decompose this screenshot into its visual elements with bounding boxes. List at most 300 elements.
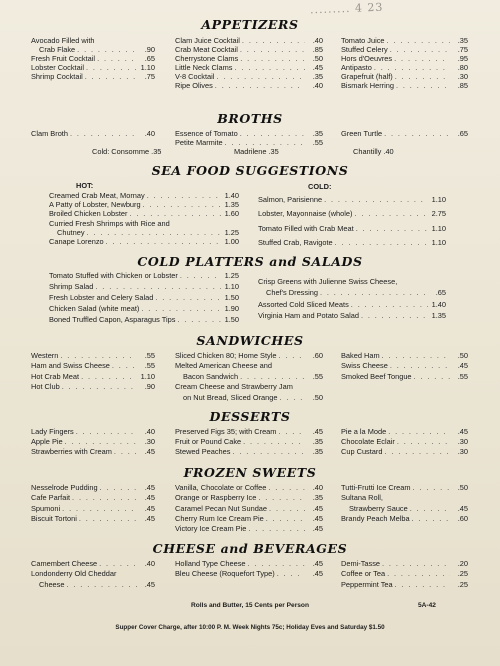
menu-item-name: Tomato Stuffed with Chicken or Lobster — [49, 271, 178, 280]
menu-item-price: .30 — [144, 437, 155, 447]
menu-item — [175, 393, 323, 403]
menu-item-price: .90 — [144, 382, 155, 392]
dot-leader — [106, 237, 221, 246]
menu-item-name: Brandy Peach Melba — [341, 513, 410, 523]
menu-item — [341, 427, 468, 437]
cold-platters-col-2 — [258, 276, 446, 321]
menu-item-name: Smoked Beef Tongue — [341, 371, 412, 381]
dot-leader — [66, 580, 137, 590]
menu-item-name: Cream Cheese and Strawberry Jam — [175, 382, 293, 392]
menu-item — [49, 209, 239, 218]
menu-item — [175, 504, 323, 514]
menu-item-price: .35 — [312, 437, 323, 447]
menu-item-price: 1.40 — [431, 299, 446, 309]
menu-item-name: Virginia Ham and Potato Salad — [258, 310, 359, 320]
menu-item — [175, 45, 323, 54]
menu-item-name: Salmon, Parisienne — [258, 195, 323, 204]
menu-item-name: Fruit or Pound Cake — [175, 437, 242, 447]
menu-item-price: 1.10 — [431, 223, 446, 233]
section-title-cheese: CHEESE and BEVERAGES — [152, 541, 348, 556]
menu-item-name: Baked Ham — [341, 351, 380, 360]
menu-item — [341, 483, 468, 493]
menu-item-name: Cherrystone Clams — [175, 54, 239, 64]
section-title-cold-platters: COLD PLATTERS and SALADS — [137, 254, 363, 269]
menu-item-name: Cup Custard — [341, 447, 383, 457]
menu-item-price: .85 — [457, 81, 468, 91]
menu-item-price: .45 — [144, 513, 155, 523]
menu-item — [175, 72, 323, 81]
menu-item — [175, 559, 323, 569]
dot-leader — [240, 129, 305, 138]
dot-leader — [388, 427, 450, 437]
menu-item-price: .55 — [457, 371, 468, 381]
menu-item — [175, 493, 323, 503]
menu-item-name: Crab Meat Cocktail — [175, 45, 238, 55]
menu-item-name: Swiss Cheese — [341, 361, 388, 371]
menu-item-name: Sliced Chicken 80; Home Style — [175, 351, 277, 360]
menu-item — [341, 447, 468, 457]
menu-item — [175, 569, 323, 579]
cold-consomme: Cold: Consomme .35 — [92, 147, 162, 156]
menu-item — [31, 63, 155, 72]
dot-leader — [385, 447, 451, 457]
menu-item — [175, 81, 323, 90]
dot-leader — [97, 54, 137, 63]
menu-item-price: .30 — [457, 72, 468, 82]
dot-leader — [81, 372, 137, 382]
menu-item-price: .50 — [312, 392, 323, 402]
dot-leader — [76, 427, 137, 437]
dot-leader — [280, 393, 306, 403]
menu-item — [49, 304, 239, 315]
menu-item-name: Grapefruit (half) — [341, 72, 393, 82]
menu-item-price: .35 — [312, 129, 323, 138]
dot-leader — [351, 299, 428, 310]
menu-item-price: .45 — [312, 63, 323, 73]
menu-item-price: 1.90 — [224, 303, 239, 313]
cheese-col-2 — [175, 559, 323, 580]
menu-item-name: Hot Club — [31, 382, 60, 392]
menu-item-name: Curried Fresh Shrimps with Rice and — [49, 218, 170, 228]
dot-leader — [232, 447, 305, 457]
appetizers-col-3 — [341, 36, 468, 90]
menu-item — [341, 81, 468, 90]
menu-item-name: Tomato Filled with Crab Meat — [258, 223, 354, 233]
seafood-hot-label: HOT: — [76, 181, 94, 190]
menu-item-name: Strawberries with Cream — [31, 447, 112, 457]
dot-leader — [387, 36, 450, 45]
dot-leader — [129, 209, 221, 218]
menu-item-price: .45 — [312, 569, 323, 579]
menu-item — [31, 72, 155, 81]
menu-item — [31, 45, 155, 54]
menu-item-price: .40 — [144, 559, 155, 568]
sandwiches-col-2 — [175, 351, 323, 403]
menu-item-price: .95 — [457, 54, 468, 64]
menu-item-name: Nesselrode Pudding — [31, 483, 98, 492]
menu-item — [258, 236, 446, 250]
menu-item-price: .45 — [312, 524, 323, 534]
menu-item — [175, 129, 323, 138]
menu-item-name: Essence of Tomato — [175, 129, 238, 138]
menu-item — [175, 524, 323, 534]
dot-leader — [77, 45, 137, 54]
menu-item — [31, 514, 155, 524]
dot-leader — [382, 559, 450, 569]
dot-leader — [100, 483, 137, 493]
menu-item — [49, 237, 239, 246]
menu-item-price: .55 — [144, 361, 155, 371]
dot-leader — [335, 236, 428, 250]
menu-item-price: .45 — [312, 513, 323, 523]
seafood-hot-list — [49, 191, 239, 246]
menu-item-name: Strawberry Sauce — [349, 503, 408, 513]
dot-leader — [277, 569, 305, 579]
menu-item — [341, 45, 468, 54]
desserts-col-1 — [31, 427, 155, 458]
dot-leader — [248, 559, 305, 569]
menu-item-price: .35 — [312, 493, 323, 503]
menu-item-price: 1.40 — [224, 191, 239, 200]
dot-leader — [266, 514, 305, 524]
menu-item-price: 1.10 — [140, 63, 155, 73]
menu-item — [31, 382, 155, 392]
dot-leader — [216, 72, 305, 81]
menu-item-name: Pie a la Mode — [341, 427, 387, 436]
dot-leader — [147, 191, 221, 200]
menu-item-price: .50 — [457, 483, 468, 492]
menu-item-price: .35 — [457, 36, 468, 45]
menu-item-price: .25 — [457, 569, 468, 579]
cold-platters-col-1 — [49, 271, 239, 326]
menu-item — [31, 569, 155, 579]
menu-item-name: Clam Broth — [31, 129, 68, 138]
menu-item-price: .45 — [144, 579, 155, 589]
cheese-col-3 — [341, 559, 468, 590]
dot-leader — [243, 437, 305, 447]
menu-item — [31, 493, 155, 503]
dot-leader — [240, 45, 305, 54]
menu-item-name: Shrimp Salad — [49, 281, 94, 291]
menu-item-name: Cheese — [39, 579, 65, 589]
menu-item-name: Spumoni — [31, 503, 61, 513]
menu-item — [175, 36, 323, 45]
menu-item-name: Western — [31, 351, 59, 360]
menu-item — [31, 447, 155, 457]
menu-item-name: Apple Pie — [31, 437, 63, 447]
menu-item-name: Cherry Rum Ice Cream Pie — [175, 513, 264, 523]
dot-leader — [278, 351, 305, 361]
menu-item-price: .75 — [144, 72, 155, 82]
menu-item-price: .90 — [144, 45, 155, 55]
dot-leader — [410, 504, 450, 514]
menu-item-name: Crisp Greens with Julienne Swiss Cheese, — [258, 277, 398, 286]
menu-item-price: .45 — [144, 483, 155, 492]
menu-item-price: .85 — [312, 45, 323, 55]
menu-item-price: 1.25 — [224, 271, 239, 280]
dot-leader — [62, 504, 137, 514]
dot-leader — [114, 447, 137, 457]
frozen-col-1 — [31, 483, 155, 524]
dot-leader — [242, 36, 305, 45]
dot-leader — [355, 207, 429, 221]
menu-item — [341, 559, 468, 569]
menu-item — [258, 207, 446, 221]
menu-item — [31, 372, 155, 382]
desserts-col-2 — [175, 427, 323, 458]
menu-item-price: .40 — [312, 81, 323, 91]
menu-item-price: 1.10 — [431, 237, 446, 247]
menu-item-name: Creamed Crab Meat, Mornay — [49, 191, 145, 200]
menu-item-price: .45 — [457, 361, 468, 371]
menu-item-price: .45 — [144, 503, 155, 513]
menu-item-price: .80 — [457, 63, 468, 73]
menu-item-name: Melted American Cheese and — [175, 361, 272, 371]
menu-item — [175, 447, 323, 457]
menu-item-price: .40 — [312, 483, 323, 492]
menu-item — [49, 271, 239, 282]
menu-item — [31, 580, 155, 590]
menu-item — [49, 315, 239, 326]
menu-item — [258, 193, 446, 207]
menu-item — [31, 54, 155, 63]
section-title-seafood: SEA FOOD SUGGESTIONS — [151, 163, 349, 178]
dot-leader — [394, 54, 450, 63]
cold-madrilene: Madrilene .35 — [234, 147, 279, 156]
dot-leader — [180, 271, 221, 282]
menu-item — [341, 437, 468, 447]
menu-item-name: V-8 Cocktail — [175, 72, 215, 82]
dot-leader — [240, 372, 305, 382]
dot-leader — [143, 200, 221, 209]
menu-item-name: Lobster, Mayonnaise (whole) — [258, 209, 353, 219]
broths-col-1 — [31, 129, 155, 138]
appetizers-col-2 — [175, 36, 323, 90]
dot-leader — [374, 63, 450, 72]
rolls-butter-note: Rolls and Butter, 15 Cents per Person — [191, 602, 309, 609]
menu-item-name: Ham and Swiss Cheese — [31, 361, 110, 371]
menu-item-price: .65 — [144, 54, 155, 64]
dot-leader — [215, 81, 305, 90]
handwritten-note: ......... 4 23 — [309, 0, 384, 17]
menu-item-name: Bismark Herring — [341, 81, 394, 91]
dot-leader — [60, 351, 137, 361]
menu-item-price: .45 — [457, 503, 468, 513]
menu-item-price: .75 — [457, 45, 468, 55]
menu-item-price: .50 — [457, 351, 468, 360]
menu-item-name: Londonderry Old Cheddar — [31, 569, 117, 579]
menu-item-price: 1.60 — [224, 209, 239, 219]
menu-item — [31, 559, 155, 569]
menu-item — [341, 580, 468, 590]
menu-item — [49, 293, 239, 304]
menu-item — [31, 504, 155, 514]
dot-leader — [395, 580, 450, 590]
dot-leader — [324, 193, 428, 207]
dot-leader — [356, 222, 428, 236]
menu-item-name: Shrimp Cocktail — [31, 72, 83, 82]
menu-item — [341, 63, 468, 72]
menu-item-name: Boned Truffled Capon, Asparagus Tips — [49, 314, 176, 324]
dot-leader — [70, 129, 137, 138]
dot-leader — [112, 361, 137, 371]
dot-leader — [387, 569, 450, 579]
menu-item-name: Crab Flake — [39, 45, 76, 55]
section-title-desserts: DESSERTS — [209, 409, 291, 424]
menu-item-price: .30 — [457, 447, 468, 457]
dot-leader — [85, 72, 137, 81]
menu-item — [341, 54, 468, 63]
menu-item — [341, 569, 468, 579]
menu-item — [341, 351, 468, 361]
menu-item-name: Tomato Juice — [341, 36, 385, 45]
menu-item-name: A Patty of Lobster, Newburg — [49, 200, 141, 210]
menu-item — [31, 437, 155, 447]
menu-item-name: Hors d'Oeuvres — [341, 54, 393, 64]
menu-item — [175, 514, 323, 524]
menu-item-name: Bleu Cheese (Roquefort Type) — [175, 569, 275, 579]
appetizers-col-1 — [31, 36, 155, 81]
cheese-col-1 — [31, 559, 155, 590]
menu-item — [258, 276, 446, 287]
menu-item-price: .55 — [144, 351, 155, 360]
menu-item — [49, 200, 239, 209]
menu-item-name: Avocado Filled with — [31, 36, 95, 45]
menu-item-name: Victory Ice Cream Pie — [175, 524, 247, 534]
menu-item-price: .40 — [144, 427, 155, 436]
menu-item — [175, 63, 323, 72]
menu-item-name: Bacon Sandwich — [183, 371, 239, 381]
menu-item-name: Caramel Pecan Nut Sundae — [175, 503, 268, 513]
menu-item-name: Fresh Lobster and Celery Salad — [49, 292, 154, 302]
menu-item-name: Coffee or Tea — [341, 569, 386, 579]
menu-item-price: 1.00 — [224, 237, 239, 247]
menu-item-name: Lobster Cocktail — [31, 63, 84, 73]
menu-item-name: Ripe Olives — [175, 81, 213, 91]
broths-col-3 — [341, 129, 468, 138]
menu-item — [341, 129, 468, 138]
menu-item-price: .25 — [457, 579, 468, 589]
menu-item — [175, 483, 323, 493]
menu-item — [175, 351, 323, 361]
dot-leader — [95, 282, 221, 293]
menu-item-price: 1.10 — [140, 371, 155, 381]
menu-item-price: .45 — [144, 447, 155, 457]
menu-item-name: Vanilla, Chocolate or Coffee — [175, 483, 267, 492]
menu-item-name: Stuffed Crab, Ravigote — [258, 237, 333, 247]
seafood-cold-label: COLD: — [308, 182, 332, 191]
menu-item-name: Broiled Chicken Lobster — [49, 209, 128, 219]
menu-item-name: Peppermint Tea — [341, 579, 393, 589]
menu-item-price: .20 — [457, 559, 468, 568]
dot-leader — [390, 45, 450, 54]
menu-item — [31, 361, 155, 371]
menu-item-name: Canape Lorenzo — [49, 237, 104, 247]
menu-item-price: .40 — [312, 36, 323, 45]
sandwiches-col-3 — [341, 351, 468, 382]
menu-item — [258, 299, 446, 310]
dot-leader — [225, 138, 305, 147]
dot-leader — [235, 63, 306, 72]
dot-leader — [141, 304, 221, 315]
menu-item — [175, 437, 323, 447]
section-title-sandwiches: SANDWICHES — [196, 333, 304, 348]
menu-item — [175, 382, 323, 392]
menu-item-name: Green Turtle — [341, 129, 383, 138]
menu-item-price: .35 — [312, 447, 323, 457]
menu-item-price: 1.10 — [431, 195, 446, 204]
menu-item-price: .55 — [312, 138, 323, 148]
menu-item — [258, 222, 446, 236]
cover-charge-note: Supper Cover Charge, after 10:00 P. M. Week Nights 75c; Holiday Eves and Saturday $1.50 — [115, 624, 385, 631]
menu-item-name: Clam Juice Cocktail — [175, 36, 240, 45]
menu-item — [341, 372, 468, 382]
menu-item-name: Assorted Cold Sliced Meats — [258, 299, 349, 309]
dot-leader — [413, 483, 450, 493]
menu-item — [341, 36, 468, 45]
menu-item-name: Lady Fingers — [31, 427, 74, 436]
menu-item — [49, 282, 239, 293]
seafood-cold-list — [258, 193, 446, 250]
dot-leader — [268, 483, 305, 493]
menu-item — [31, 427, 155, 437]
menu-item-name: Camembert Cheese — [31, 559, 98, 568]
menu-item — [31, 351, 155, 361]
dot-leader — [269, 504, 305, 514]
menu-item — [341, 361, 468, 371]
menu-item-name: Tutti-Frutti Ice Cream — [341, 483, 411, 492]
menu-item-name: Hot Crab Meat — [31, 371, 80, 381]
menu-item-price: .65 — [435, 288, 446, 298]
dot-leader — [240, 54, 305, 63]
menu-item-price: .65 — [457, 129, 468, 138]
dot-leader — [384, 129, 450, 138]
dot-leader — [396, 81, 450, 90]
dot-leader — [278, 427, 305, 437]
menu-item — [31, 129, 155, 138]
menu-item-name: Holland Type Cheese — [175, 559, 246, 568]
dot-leader — [397, 437, 450, 447]
menu-item-price: .30 — [457, 437, 468, 447]
menu-item-price: 1.50 — [224, 292, 239, 302]
dot-leader — [320, 287, 428, 298]
menu-item-price: 1.35 — [224, 200, 239, 210]
menu-item-name: Fresh Fruit Cocktail — [31, 54, 96, 64]
menu-item-price: 1.35 — [431, 310, 446, 320]
menu-item — [31, 483, 155, 493]
menu-item-name: Biscuit Tortoni — [31, 513, 77, 523]
menu-item — [341, 493, 468, 503]
menu-item — [258, 287, 446, 298]
menu-item-price: 1.50 — [224, 314, 239, 324]
dot-leader — [390, 361, 450, 371]
dot-leader — [382, 351, 450, 361]
dot-leader — [248, 524, 305, 534]
menu-item — [175, 361, 323, 371]
menu-item — [341, 72, 468, 81]
menu-item-price: .45 — [457, 427, 468, 436]
menu-item-name: Cafe Parfait — [31, 493, 71, 503]
broths-col-2 — [175, 129, 323, 147]
menu-item-price: .45 — [312, 559, 323, 568]
menu-item-price: 1.10 — [224, 281, 239, 291]
dot-leader — [361, 310, 428, 321]
menu-item-name: Chutney — [57, 227, 85, 237]
dot-leader — [62, 382, 137, 392]
menu-item-name: Sultana Roll, — [341, 493, 383, 503]
dot-leader — [79, 514, 137, 524]
dot-leader — [395, 72, 450, 81]
